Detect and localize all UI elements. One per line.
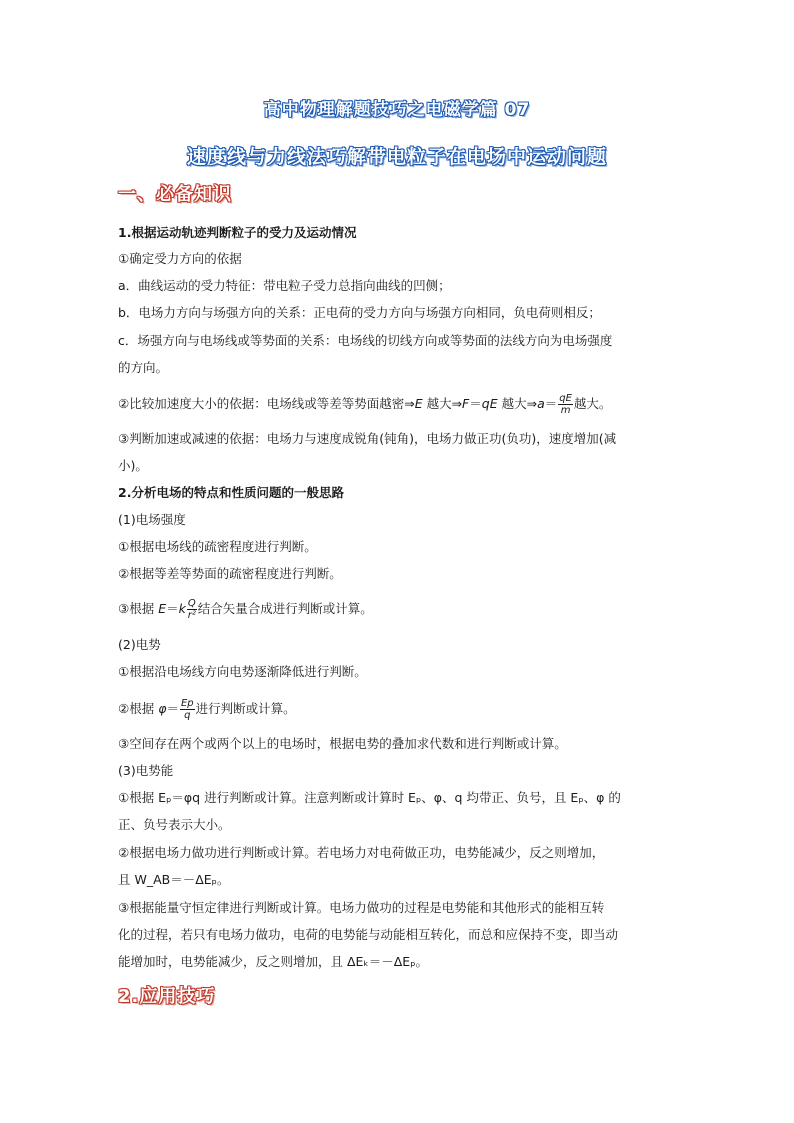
paragraph-line: (1)电场强度 bbox=[118, 512, 186, 527]
fraction-denominator: q bbox=[184, 710, 191, 721]
paragraph-line: ①根据沿电场线方向电势逐渐降低进行判断。 bbox=[118, 664, 367, 679]
text-run: ②根据 bbox=[118, 701, 159, 716]
math-symbol: k bbox=[178, 601, 186, 616]
text-run: ＝ bbox=[166, 701, 179, 716]
fraction bbox=[180, 698, 195, 721]
paragraph-line: ③空间存在两个或两个以上的电场时，根据电势的叠加求代数和进行判断或计算。 bbox=[118, 736, 567, 751]
paragraph-line: 小)。 bbox=[118, 458, 148, 473]
paragraph-line: 能增加时，电势能减少，反之则增加，且 ΔEₖ＝－ΔEₚ。 bbox=[118, 954, 429, 969]
math-symbol: qE bbox=[481, 396, 498, 411]
text-run: 进行判断或计算。 bbox=[195, 701, 296, 716]
paragraph-line: 正、负号表示大小。 bbox=[118, 817, 231, 832]
paragraph-line: ①根据电场线的疏密程度进行判断。 bbox=[118, 539, 317, 554]
text-run: ＝ bbox=[166, 601, 179, 616]
math-symbol: φ bbox=[158, 701, 167, 716]
text-run: ＝ bbox=[544, 396, 558, 411]
paragraph-line: 2.分析电场的特点和性质问题的一般思路 bbox=[118, 485, 344, 500]
fraction-numerator: Q bbox=[187, 598, 196, 609]
text-run: ＝ bbox=[469, 396, 482, 411]
paragraph-line: ②根据电场力做功进行判断或计算。若电场力对电荷做正功，电势能减少，反之则增加， bbox=[118, 845, 605, 860]
fraction-denominator: r² bbox=[187, 610, 196, 621]
text-run: 越大⇒ bbox=[422, 396, 463, 411]
fraction-denominator: m bbox=[560, 405, 571, 416]
text-run: ③根据 bbox=[118, 601, 159, 616]
paragraph-line: 且 W_AB＝－ΔEₚ。 bbox=[118, 872, 230, 887]
paragraph-line: ③判断加速或减速的依据：电场力与速度成锐角(钝角)，电场力做正功(负功)，速度增加(减 bbox=[118, 431, 617, 446]
paragraph-line: (3)电势能 bbox=[118, 763, 174, 778]
text-run: 越大。 bbox=[573, 396, 612, 411]
math-symbol: a bbox=[537, 396, 545, 411]
fraction bbox=[558, 393, 573, 416]
paragraph-line: ②根据等差等势面的疏密程度进行判断。 bbox=[118, 566, 342, 581]
math-symbol: E bbox=[158, 601, 167, 616]
paragraph-line: a．曲线运动的受力特征：带电粒子受力总指向曲线的凹侧； bbox=[118, 278, 451, 293]
paragraph-line: b．电场力方向与场强方向的关系：正电荷的受力方向与场强方向相同，负电荷则相反； bbox=[118, 305, 601, 320]
document-subtitle: 速度线与力线法巧解带电粒子在电场中运动问题 bbox=[186, 146, 607, 168]
paragraph-line: c．场强方向与电场线或等势面的关系：电场线的切线方向或等势面的法线方向为电场强度 bbox=[118, 333, 613, 348]
paragraph-line-formula bbox=[118, 698, 678, 721]
section-heading-1: 一、必备知识 bbox=[118, 184, 232, 205]
math-symbol: F bbox=[462, 396, 470, 411]
fraction-numerator: qE bbox=[559, 393, 572, 404]
fraction bbox=[187, 598, 197, 621]
text-run: ②比较加速度大小的依据：电场线或等差等势面越密⇒ bbox=[118, 396, 415, 411]
text-run: 越大⇒ bbox=[497, 396, 538, 411]
paragraph-line: 的方向。 bbox=[118, 360, 169, 375]
paragraph-line: (2)电势 bbox=[118, 637, 161, 652]
paragraph-line: ③根据能量守恒定律进行判断或计算。电场力做功的过程是电势能和其他形式的能相互转 bbox=[118, 900, 605, 915]
math-symbol: E bbox=[414, 396, 423, 411]
paragraph-line: 化的过程，若只有电场力做功，电荷的电势能与动能相互转化，而总和应保持不变，即当动 bbox=[118, 927, 619, 942]
paragraph-line-formula bbox=[118, 598, 678, 621]
paragraph-line: ①根据 Eₚ＝φq 进行判断或计算。注意判断或计算时 Eₚ、φ、q 均带正、负号，且 Eₚ、φ 的 bbox=[118, 790, 621, 805]
section-heading-2: 2.应用技巧 bbox=[118, 986, 216, 1007]
paragraph-line: ①确定受力方向的依据 bbox=[118, 251, 242, 266]
fraction-numerator: Ep bbox=[180, 698, 194, 709]
paragraph-line-formula bbox=[118, 393, 678, 416]
paragraph-line: 1.根据运动轨迹判断粒子的受力及运动情况 bbox=[118, 225, 357, 240]
text-run: 结合矢量合成进行判断或计算。 bbox=[197, 601, 373, 616]
document-title: 高中物理解题技巧之电磁学篇 07 bbox=[263, 100, 531, 120]
